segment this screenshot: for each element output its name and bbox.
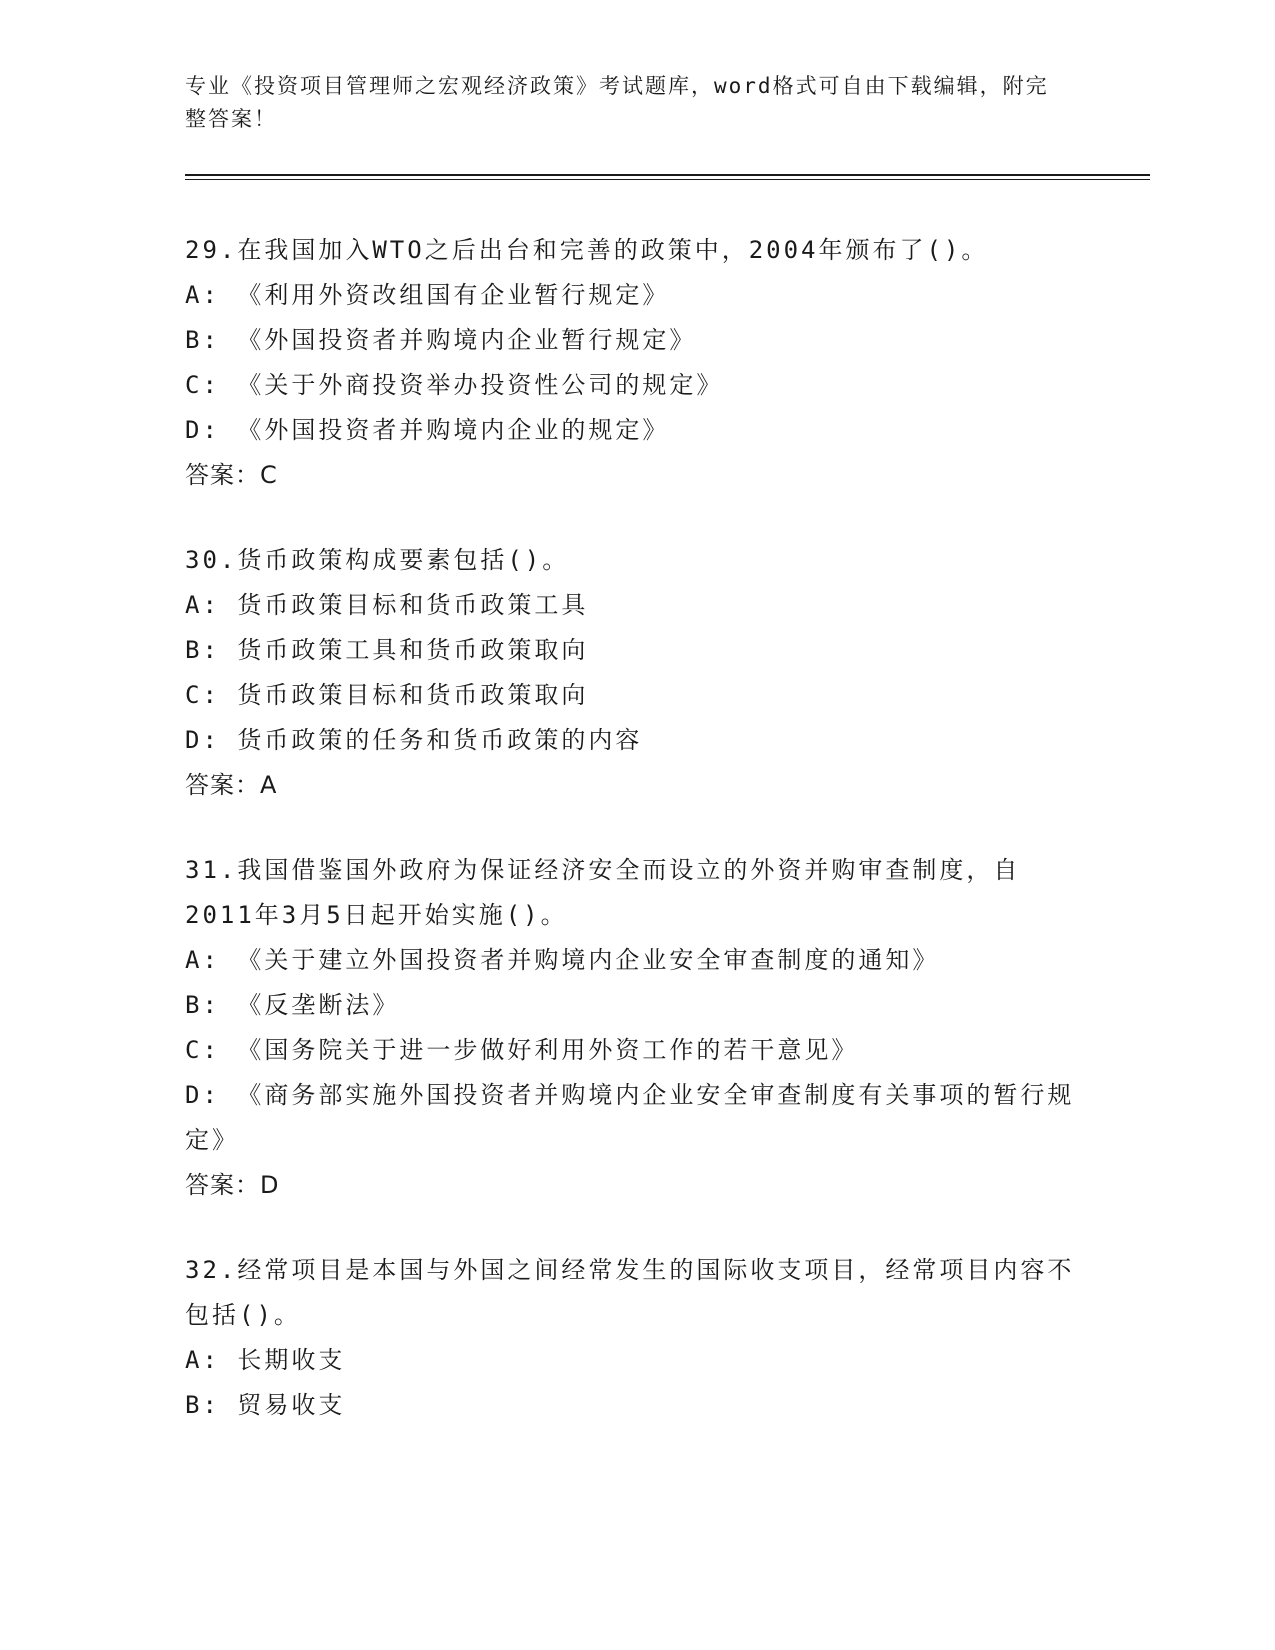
answer: 答案：A xyxy=(185,771,278,799)
answer: 答案：C xyxy=(185,461,278,489)
question-stem: 30.货币政策构成要素包括()。 xyxy=(185,546,570,574)
option-b: B: 《反垄断法》 xyxy=(185,991,400,1019)
header-divider xyxy=(185,174,1150,176)
option-d: D: 《商务部实施外国投资者并购境内企业安全审查制度有关事项的暂行规定》 xyxy=(185,1081,1075,1154)
answer: 答案：D xyxy=(185,1171,280,1199)
document-page xyxy=(185,70,1150,1428)
option-a: A: 长期收支 xyxy=(185,1346,346,1374)
question-31 xyxy=(185,848,1150,1208)
option-b: B: 货币政策工具和货币政策取向 xyxy=(185,636,589,664)
question-32 xyxy=(185,1248,1150,1428)
option-a: A: 货币政策目标和货币政策工具 xyxy=(185,591,589,619)
option-d: D: 《外国投资者并购境内企业的规定》 xyxy=(185,416,670,444)
option-c: C: 《关于外商投资举办投资性公司的规定》 xyxy=(185,371,724,399)
question-29 xyxy=(185,228,1150,498)
option-d: D: 货币政策的任务和货币政策的内容 xyxy=(185,726,643,754)
question-stem: 31.我国借鉴国外政府为保证经济安全而设立的外资并购审查制度，自2011年3月5日起开始实施()。 xyxy=(185,856,1021,929)
question-30 xyxy=(185,538,1150,808)
question-stem: 32.经常项目是本国与外国之间经常发生的国际收支项目，经常项目内容不包括()。 xyxy=(185,1256,1075,1329)
document-header: 专业《投资项目管理师之宏观经济政策》考试题库，word格式可自由下载编辑，附完整答案！ xyxy=(185,74,1049,131)
option-b: B: 贸易收支 xyxy=(185,1391,346,1419)
question-stem: 29.在我国加入WTO之后出台和完善的政策中，2004年颁布了()。 xyxy=(185,236,989,264)
option-c: C: 货币政策目标和货币政策取向 xyxy=(185,681,589,709)
option-c: C: 《国务院关于进一步做好利用外资工作的若干意见》 xyxy=(185,1036,859,1064)
option-a: A: 《利用外资改组国有企业暂行规定》 xyxy=(185,281,670,309)
option-a: A: 《关于建立外国投资者并购境内企业安全审查制度的通知》 xyxy=(185,946,940,974)
option-b: B: 《外国投资者并购境内企业暂行规定》 xyxy=(185,326,697,354)
